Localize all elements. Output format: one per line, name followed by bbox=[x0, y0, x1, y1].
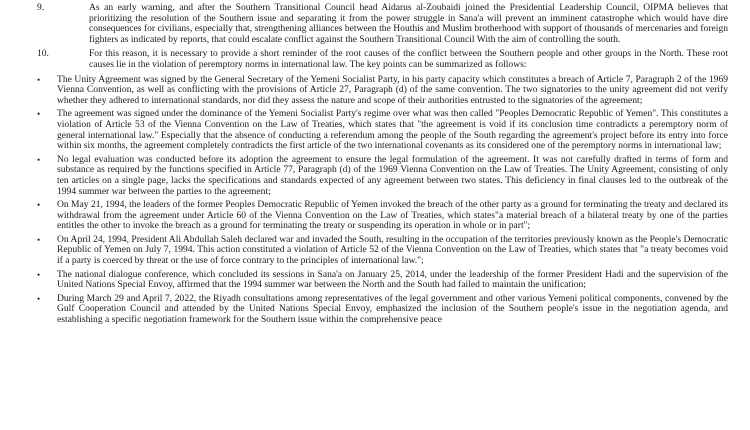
numbered-paragraph bbox=[35, 3, 728, 45]
bullet-list bbox=[35, 75, 728, 326]
list-item bbox=[35, 235, 728, 267]
paragraph-text: For this reason, it is necessary to provide a short reminder of the root causes of the conflict between the Southern people and other groups in the North. These root causes lie in the violation of peremptory norms in international law. The key points can be summarized as follows: bbox=[89, 48, 728, 70]
bullet-text: On April 24, 1994, President Ali Abdullah Saleh declared war and invaded the South, resulting in the occupation of the territories previously known as the People's Democratic Republic of Yemen on July 7, 1994. This action constituted a violation of Article 52 of the Vienna Convention on the Law of Treaties, which states that "a treaty becomes void if a party is coerced by threat or the use of force contrary to the principles of international law."; bbox=[57, 233, 728, 267]
bullet-text: The Unity Agreement was signed by the General Secretary of the Yemeni Socialist Party, in his party capacity which constitutes a breach of Article 7, Paragraph 2 of the 1969 Vienna Convention, as well as conflicting with the provisions of Article 27, Paragraph (d) of the same convention. The two signatories to the unity agreement did not verify whether they adhered to international standards, nor did they assess the nature and scope of their authorities entrusted to the signatories of the agreement; bbox=[57, 73, 728, 106]
bullet-icon: • bbox=[37, 293, 41, 304]
list-item bbox=[35, 155, 728, 197]
bullet-icon: • bbox=[37, 154, 41, 165]
bullet-icon: • bbox=[37, 109, 41, 120]
paragraph-number: 9. bbox=[37, 2, 45, 13]
list-item bbox=[35, 200, 728, 232]
numbered-paragraph bbox=[35, 49, 728, 70]
bullet-text: The national dialogue conference, which concluded its sessions in Sana'a on January 25, 2014, under the leadership of the former President Hadi and the supervision of the United Nations Special Envoy, affirmed that the 1994 summer war between the North and the South had failed to maintain the unification; bbox=[57, 268, 728, 291]
bullet-text: During March 29 and April 7, 2022, the Riyadh consultations among representatives of the legal government and other various Yemeni political components, convened by the Gulf Cooperation Council and attended by the United Nations Special Envoy, emphasized the inclusion of the Southern people's issue in the negotiation agenda, and establishing a specific negotiation framework for the Southern issue within the comprehensive peace bbox=[57, 292, 728, 326]
list-item bbox=[35, 75, 728, 107]
bullet-icon: • bbox=[37, 234, 41, 245]
list-item bbox=[35, 109, 728, 151]
bullet-icon: • bbox=[37, 74, 41, 85]
list-item bbox=[35, 270, 728, 291]
bullet-icon: • bbox=[37, 200, 41, 211]
bullet-text: On May 21, 1994, the leaders of the former Peoples Democratic Republic of Yemen invoked the breach of the other party as a ground for terminating the treaty and declared its withdrawal from the agreement under Article 60 of the Vienna Convention on the Law of Treaties, which states"a material breach of a bilateral treaty by one of the parties entitles the other to invoke the breach as a ground for terminating the treaty or suspending its operation in whole or in part"; bbox=[57, 199, 728, 232]
bullet-text: No legal evaluation was conducted before its adoption the agreement to ensure the legal formulation of the agreement. It was not carefully drafted in terms of form and substance as required by the functions specified in Article 77, Paragraph (d) of the 1969 Vienna Convention on the Law of Treaties. The Unity Agreement, consisting of only ten articles on a single page, lacks the specifications and standards expected of any agreement between two states. This deficiency in final clauses led to the outbreak of the 1994 summer war between the parties to the agreement; bbox=[57, 153, 728, 197]
numbered-paragraphs bbox=[35, 3, 728, 71]
paragraph-text: As an early warning, and after the Southern Transitional Council head Aidarus al-Zoubaidi joined the Presidential Leadership Council, OIPMA believes that prioritizing the resolution of the Southern issue and separating it from the power struggle in Sana'a will prevent an imminent catastrophe which would have dire consequences for civilians, especially that, strengthening alliances between the Houthis and Muslim brotherhood with support of thousands of mercenaries and foreign fighters as indicated by reports, that could escalate conflict against the Southern Transitional Council With the aim of controlling the south. bbox=[89, 2, 728, 45]
bullet-icon: • bbox=[37, 269, 41, 280]
paragraph-number: 10. bbox=[37, 48, 49, 60]
list-item bbox=[35, 294, 728, 326]
bullet-text: The agreement was signed under the dominance of the Yemeni Socialist Party's regime over what was then called "Peoples Democratic Republic of Yemen". This constitutes a violation of Article 53 of the Vienna Convention on the Law of Treaties, which states that "the agreement is void if its conclusion time contradicts a peremptory norm of general international law." Especially that the absence of conducting a referendum among the people of the South regarding the agreement's project before its entry into force within six months, the agreement completely contradicts the first article of the two international covenants as its considered one of the peremptory norms in international law; bbox=[57, 108, 728, 152]
